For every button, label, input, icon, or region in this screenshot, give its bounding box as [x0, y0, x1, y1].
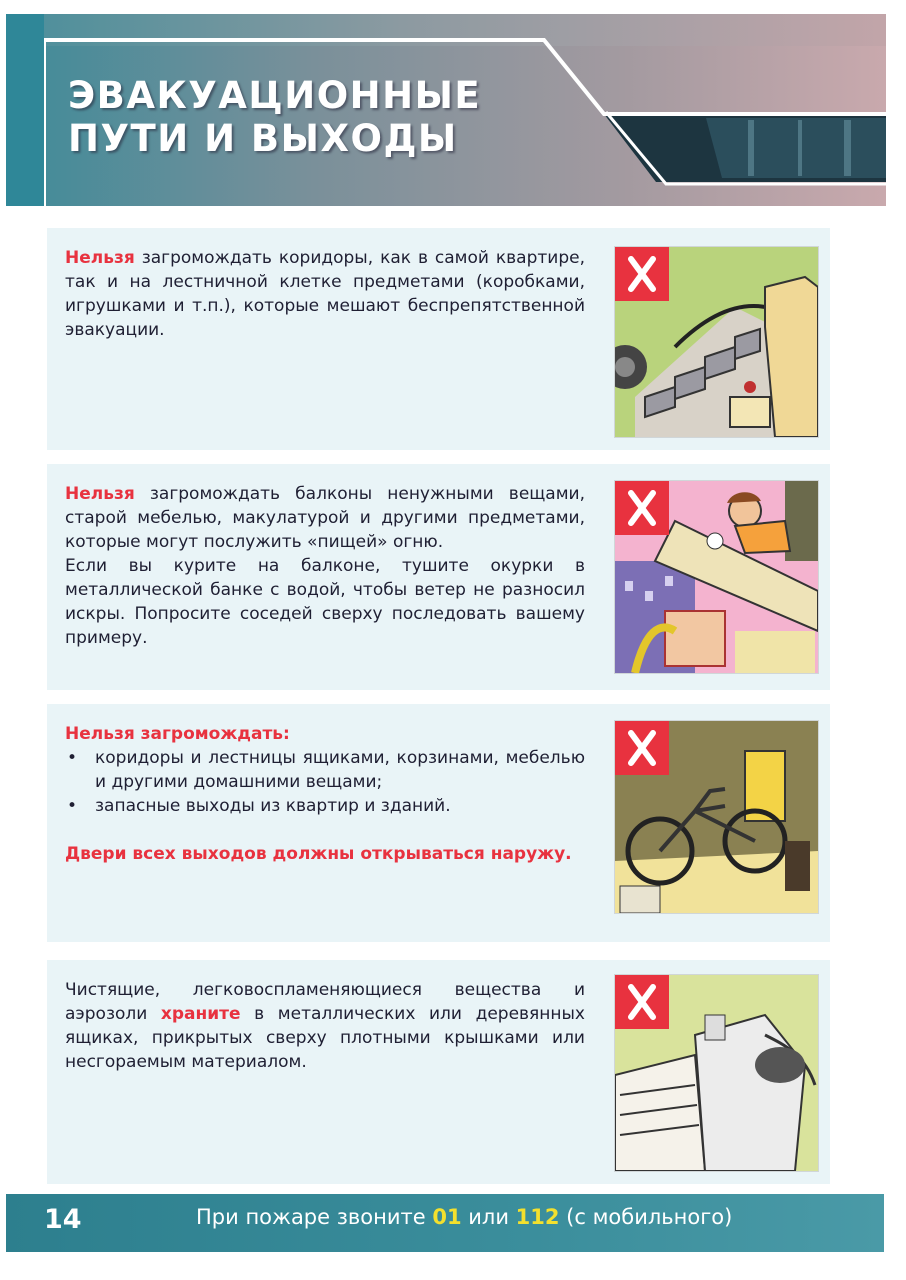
emergency-number-112: 112 — [515, 1205, 560, 1229]
rule-section-balconies — [47, 464, 830, 690]
cross-icon — [615, 247, 669, 301]
call-prefix: При пожаре звоните — [196, 1205, 433, 1229]
section-body: загромождать балконы ненужными вещами, старой мебелью, макулатурой и другими предметами, которые могут послужить «пищей» огню. — [65, 484, 585, 552]
prohibition-lead: Нельзя — [65, 248, 135, 268]
doors-outward-note: Двери всех выходов должны открываться наружу. — [65, 844, 572, 864]
call-middle: или — [461, 1205, 516, 1229]
list-item: • запасные выходы из квартир и зданий. — [65, 794, 585, 818]
section-text — [65, 482, 585, 650]
rule-section-corridors-exits — [47, 704, 830, 942]
page-title-line2: ПУТИ И ВЫХОДЫ — [68, 117, 458, 160]
section-text — [65, 246, 585, 342]
stored-chemicals-illustration — [614, 974, 819, 1172]
list-item: • коридоры и лестницы ящиками, корзинами, мебелью и другими домашними вещами; — [65, 746, 585, 794]
section-body: Чистящие, легковоспламеняющиеся вещества и аэрозоли — [65, 980, 585, 1024]
rule-section-chemicals — [47, 960, 830, 1184]
balcony-smoking-illustration — [614, 480, 819, 674]
call-suffix: (с мобильного) — [559, 1205, 733, 1229]
section-body: загромождать коридоры, как в самой квартире, так и на лестничной клетке предметами (коробками, игрушками и т.п.), которые мешают беспрепятственной эвакуации. — [65, 248, 585, 340]
cross-icon — [615, 481, 669, 535]
section-body-smoking: Если вы курите на балконе, тушите окурки в металлической банке с водой, чтобы ветер не разносил искры. Попросите соседей сверху последовать вашему примеру. — [65, 556, 585, 648]
page-title — [68, 74, 481, 160]
prohibition-heading: Нельзя загромождать: — [65, 724, 290, 744]
page-header — [6, 14, 886, 206]
prohibition-list — [65, 746, 585, 818]
emergency-call-line — [196, 1205, 732, 1229]
section-text — [65, 978, 585, 1074]
section-body-end: в металлических или деревянных ящиках, прикрытых сверху плотными крышками или несгораемым материалом. — [65, 1004, 585, 1072]
header-left-bar — [6, 14, 44, 206]
emergency-number-01: 01 — [432, 1205, 462, 1229]
page-title-line1: ЭВАКУАЦИОННЫЕ — [68, 74, 482, 117]
cross-icon — [615, 721, 669, 775]
highlight-store: храните — [160, 1004, 241, 1024]
prohibition-lead: Нельзя — [65, 484, 135, 504]
bicycle-in-corridor-illustration — [614, 720, 819, 914]
section-text — [65, 722, 585, 866]
rule-section-corridors — [47, 228, 830, 450]
cross-icon — [615, 975, 669, 1029]
page-number: 14 — [44, 1204, 82, 1235]
page-footer — [6, 1194, 884, 1252]
stairs-with-junk-illustration — [614, 246, 819, 438]
